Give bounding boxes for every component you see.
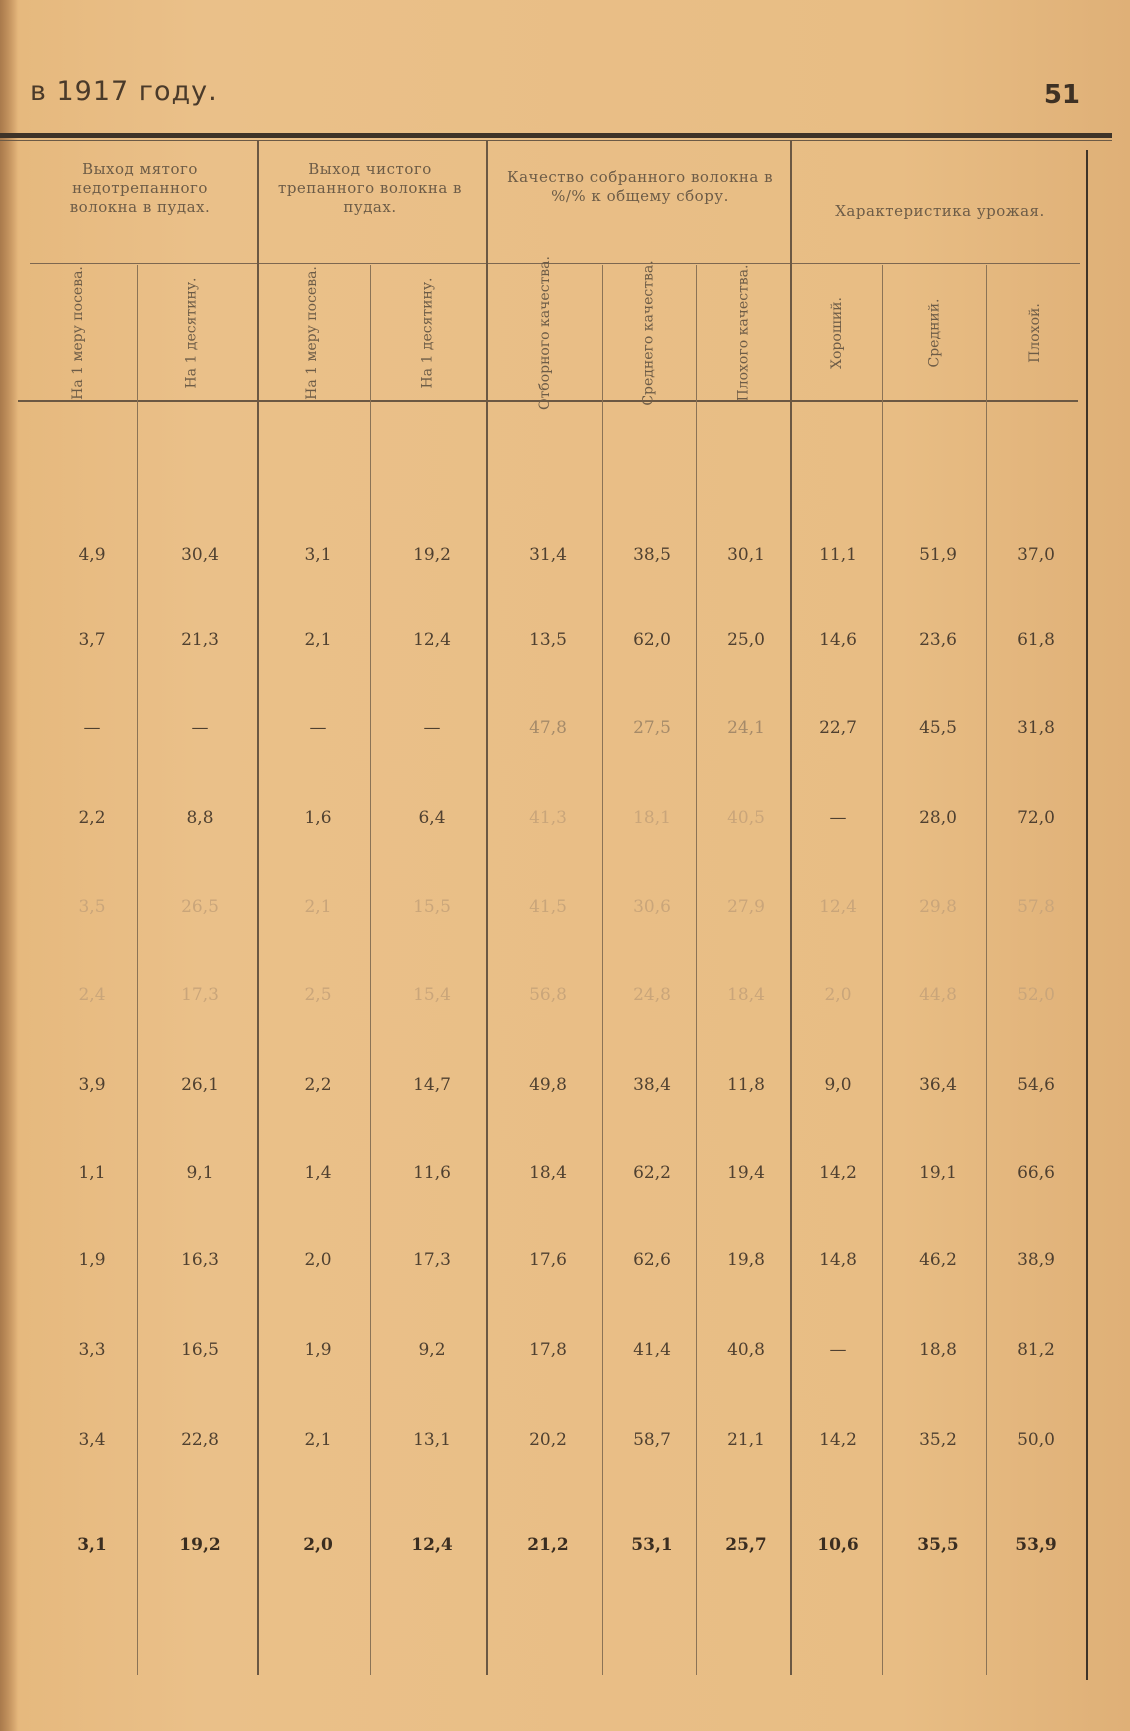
table-cell: 38,5 — [633, 545, 671, 565]
table-cell: 12,4 — [413, 630, 451, 650]
table-cell: 61,8 — [1017, 630, 1055, 650]
col-divider — [137, 265, 138, 1675]
table-cell: 1,6 — [304, 808, 332, 828]
table-cell: 11,8 — [727, 1075, 765, 1095]
table-cell: 30,4 — [181, 545, 219, 565]
table-cell: — — [423, 718, 441, 738]
table-cell: — — [191, 718, 209, 738]
table-cell: 41,5 — [529, 897, 567, 917]
table-cell: 35,5 — [917, 1535, 959, 1555]
table-cell: 35,2 — [919, 1430, 957, 1450]
table-cell: 17,3 — [413, 1250, 451, 1270]
table-cell: 11,6 — [413, 1163, 451, 1183]
table-cell: 16,5 — [181, 1340, 219, 1360]
table-cell: — — [829, 1340, 847, 1360]
table-cell: 22,7 — [819, 718, 857, 738]
table-cell: 30,1 — [727, 545, 765, 565]
column-header — [383, 268, 473, 398]
group-header-harvest-characteristics: Характеристика урожая. — [835, 202, 1045, 220]
table-cell: 21,2 — [527, 1535, 569, 1555]
table-cell: 72,0 — [1017, 808, 1055, 828]
table-cell: 12,4 — [819, 897, 857, 917]
group-header-raw-fiber: Выход мятого недотрепанного волокна в пудах. — [69, 160, 211, 216]
table-cell: 21,3 — [181, 630, 219, 650]
table-cell: 17,8 — [529, 1340, 567, 1360]
table-cell: 3,5 — [78, 897, 106, 917]
table-cell: 57,8 — [1017, 897, 1055, 917]
col-divider — [696, 265, 697, 1675]
table-cell: 66,6 — [1017, 1163, 1055, 1183]
col-divider — [882, 265, 883, 1675]
table-cell: 2,5 — [304, 985, 332, 1005]
table-cell: 14,7 — [413, 1075, 451, 1095]
column-header — [890, 268, 980, 398]
table-cell: 41,3 — [529, 808, 567, 828]
table-cell: 81,2 — [1017, 1340, 1055, 1360]
top-rule-thin — [0, 140, 1112, 141]
table-cell: 27,9 — [727, 897, 765, 917]
group-header-clean-fiber: Выход чистого трепанного волокна в пудах. — [278, 160, 462, 216]
table-cell: 18,4 — [727, 985, 765, 1005]
table-cell: 28,0 — [919, 808, 957, 828]
column-header — [33, 268, 123, 398]
table-cell: 3,4 — [78, 1430, 106, 1450]
table-cell: 24,8 — [633, 985, 671, 1005]
page-gutter-shadow — [0, 0, 18, 1731]
table-cell: 17,3 — [181, 985, 219, 1005]
column-header-label: На 1 меру посева. — [304, 266, 321, 400]
table-cell: 3,7 — [78, 630, 106, 650]
table-cell: 52,0 — [1017, 985, 1055, 1005]
table-cell: 49,8 — [529, 1075, 567, 1095]
table-cell: 19,8 — [727, 1250, 765, 1270]
table-cell: 29,8 — [919, 897, 957, 917]
table-cell: 6,4 — [418, 808, 446, 828]
top-rule — [0, 133, 1112, 138]
table-cell: 40,5 — [727, 808, 765, 828]
table-cell: 46,2 — [919, 1250, 957, 1270]
table-cell: 25,0 — [727, 630, 765, 650]
table-cell: 45,5 — [919, 718, 957, 738]
table-cell: 9,0 — [824, 1075, 852, 1095]
table-cell: 13,5 — [529, 630, 567, 650]
table-cell: 11,1 — [819, 545, 857, 565]
table-cell: 30,6 — [633, 897, 671, 917]
column-header-label: На 1 десятину. — [420, 277, 437, 389]
table-cell: 2,4 — [78, 985, 106, 1005]
column-header-label: Средний. — [927, 298, 943, 368]
table-cell: 8,8 — [186, 808, 214, 828]
table-cell: 54,6 — [1017, 1075, 1055, 1095]
table-cell: 62,6 — [633, 1250, 671, 1270]
column-header — [500, 256, 590, 410]
column-header — [604, 260, 694, 406]
table-cell: 14,2 — [819, 1163, 857, 1183]
table-cell: 3,9 — [78, 1075, 106, 1095]
table-cell: — — [309, 718, 327, 738]
table-cell: 2,1 — [304, 630, 332, 650]
column-header-label: На 1 десятину. — [184, 277, 201, 389]
table-cell: 19,1 — [919, 1163, 957, 1183]
table-cell: 41,4 — [633, 1340, 671, 1360]
table-cell: 3,3 — [78, 1340, 106, 1360]
table-cell: 18,4 — [529, 1163, 567, 1183]
table-cell: 18,8 — [919, 1340, 957, 1360]
table-cell: 12,4 — [411, 1535, 453, 1555]
table-cell: 19,2 — [179, 1535, 221, 1555]
column-header-label: Хороший. — [828, 297, 845, 369]
group-divider — [257, 140, 259, 1675]
table-cell: 27,5 — [633, 718, 671, 738]
table-cell: 62,2 — [633, 1163, 671, 1183]
table-cell: 23,6 — [919, 630, 957, 650]
table-cell: 22,8 — [181, 1430, 219, 1450]
table-cell: 58,7 — [633, 1430, 671, 1450]
table-cell: 53,1 — [631, 1535, 673, 1555]
table-cell: 2,2 — [78, 808, 106, 828]
col-divider — [602, 265, 603, 1675]
column-header — [698, 264, 788, 402]
column-header-label: Отборного качества. — [537, 256, 554, 410]
table-cell: 15,5 — [413, 897, 451, 917]
table-cell: 9,1 — [186, 1163, 214, 1183]
column-header — [267, 268, 357, 398]
table-cell: 31,4 — [529, 545, 567, 565]
table-cell: 53,9 — [1015, 1535, 1057, 1555]
table-cell: 26,5 — [181, 897, 219, 917]
page-number: 51 — [1043, 80, 1080, 110]
table-cell: 2,1 — [304, 1430, 332, 1450]
table-cell: — — [829, 808, 847, 828]
table-cell: 16,3 — [181, 1250, 219, 1270]
table-cell: 9,2 — [418, 1340, 446, 1360]
table-cell: 40,8 — [727, 1340, 765, 1360]
column-header-label: На 1 меру посева. — [70, 266, 87, 400]
table-cell: 3,1 — [304, 545, 332, 565]
table-cell: 24,1 — [727, 718, 765, 738]
col-divider — [986, 265, 987, 1675]
table-cell: 1,9 — [304, 1340, 332, 1360]
table-cell: 2,1 — [304, 897, 332, 917]
column-header-label: Плохой. — [1026, 303, 1043, 363]
table-cell: 44,8 — [919, 985, 957, 1005]
group-header-fiber-quality: Качество собранного волокна в %/% к общему сбору. — [506, 168, 774, 205]
table-cell: 56,8 — [529, 985, 567, 1005]
table-cell: 19,2 — [413, 545, 451, 565]
table-cell: 13,1 — [413, 1430, 451, 1450]
table-cell: 3,1 — [77, 1535, 107, 1555]
table-cell: — — [83, 718, 101, 738]
table-cell: 26,1 — [181, 1075, 219, 1095]
column-header — [990, 268, 1080, 398]
table-cell: 20,2 — [529, 1430, 567, 1450]
table-cell: 36,4 — [919, 1075, 957, 1095]
table-cell: 4,9 — [78, 545, 106, 565]
table-cell: 1,9 — [78, 1250, 106, 1270]
table-cell: 51,9 — [919, 545, 957, 565]
table-cell: 14,2 — [819, 1430, 857, 1450]
group-header-divider — [30, 263, 1080, 264]
table-cell: 10,6 — [817, 1535, 859, 1555]
table-cell: 17,6 — [529, 1250, 567, 1270]
table-cell: 2,0 — [304, 1250, 332, 1270]
column-header — [147, 268, 237, 398]
table-cell: 14,8 — [819, 1250, 857, 1270]
col-divider — [370, 265, 371, 1675]
table-cell: 15,4 — [413, 985, 451, 1005]
group-divider — [486, 140, 488, 1675]
table-cell: 31,8 — [1017, 718, 1055, 738]
table-cell: 47,8 — [529, 718, 567, 738]
table-cell: 1,1 — [78, 1163, 106, 1183]
running-head: в 1917 году. — [30, 76, 218, 107]
table-right-border — [1086, 150, 1088, 1680]
table-cell: 37,0 — [1017, 545, 1055, 565]
table-cell: 18,1 — [633, 808, 671, 828]
table-cell: 2,0 — [303, 1535, 333, 1555]
table-cell: 2,2 — [304, 1075, 332, 1095]
column-header-label: Среднего качества. — [641, 260, 657, 406]
column-header-label: Плохого качества. — [735, 264, 752, 402]
table-cell: 1,4 — [304, 1163, 332, 1183]
table-cell: 2,0 — [824, 985, 852, 1005]
table-cell: 50,0 — [1017, 1430, 1055, 1450]
table-cell: 19,4 — [727, 1163, 765, 1183]
table-cell: 38,4 — [633, 1075, 671, 1095]
table-cell: 62,0 — [633, 630, 671, 650]
table-cell: 14,6 — [819, 630, 857, 650]
table-cell: 38,9 — [1017, 1250, 1055, 1270]
table-cell: 25,7 — [725, 1535, 767, 1555]
table-cell: 21,1 — [727, 1430, 765, 1450]
column-header — [792, 268, 882, 398]
